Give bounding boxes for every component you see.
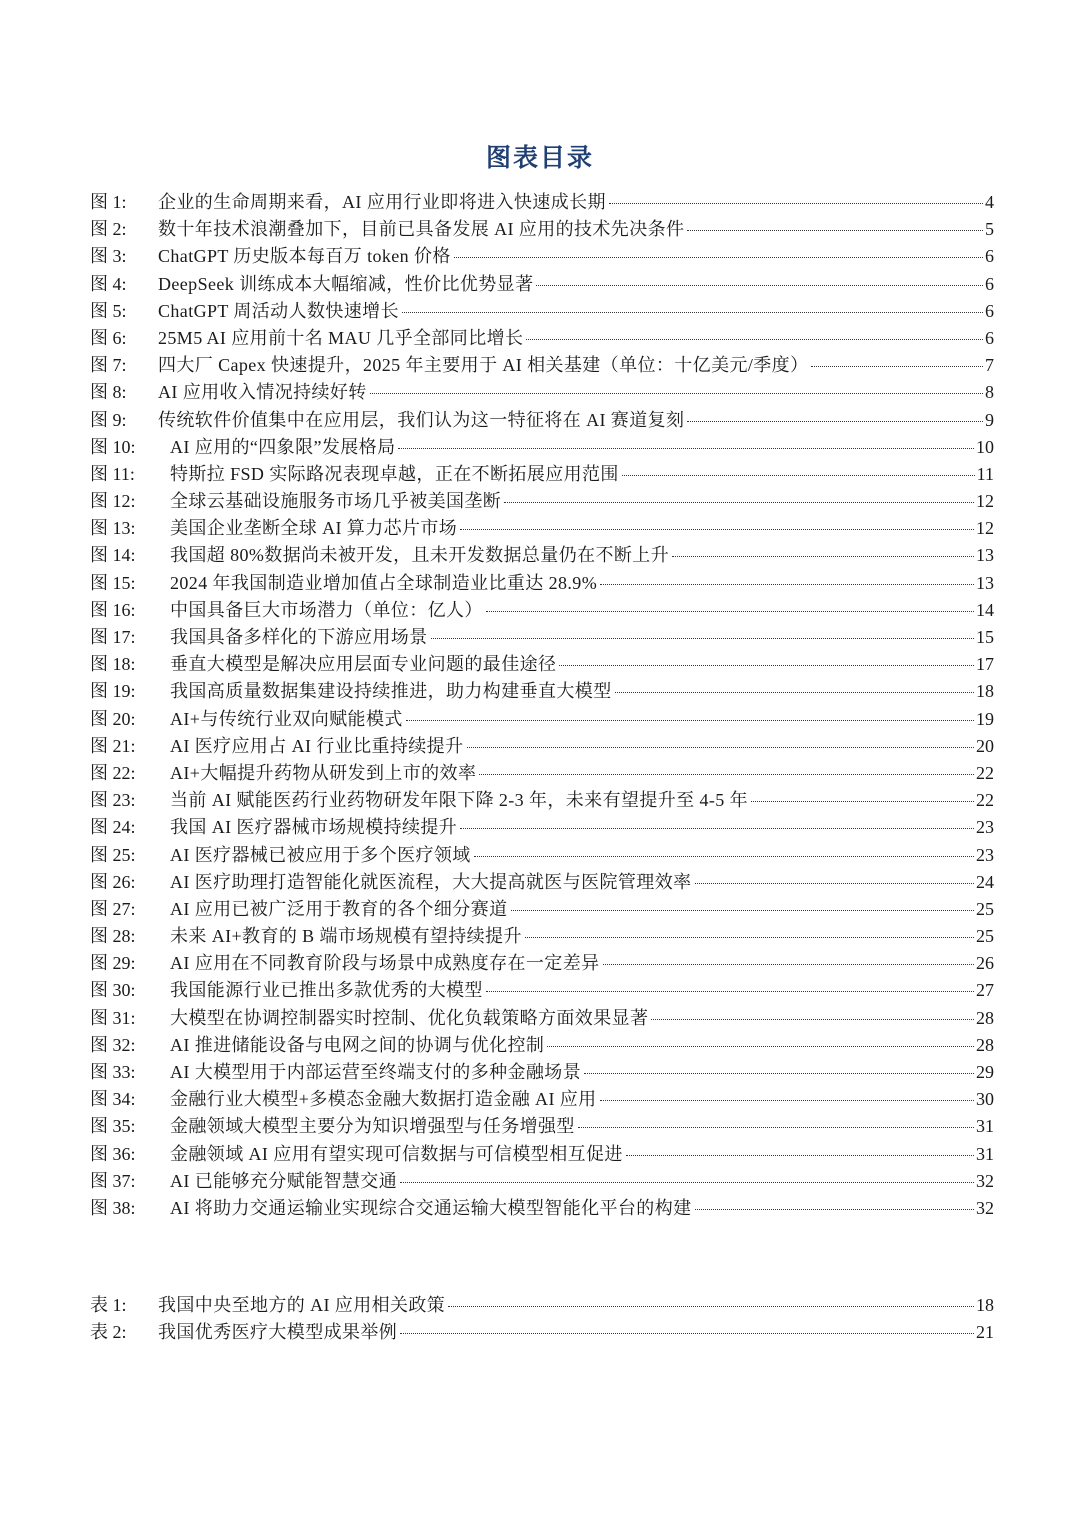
toc-entry-title[interactable]: 我国超 80%数据尚未被开发，且未开发数据总量仍在不断上升 <box>170 545 670 566</box>
toc-entry-label: 图 24: <box>90 817 136 838</box>
toc-entry-page-number[interactable]: 10 <box>976 436 994 457</box>
toc-entry-label: 图 23: <box>90 790 136 811</box>
toc-entry-label: 图 6: <box>90 327 127 348</box>
toc-entry-title[interactable]: AI 大模型用于内部运营至终端支付的多种金融场景 <box>170 1062 582 1082</box>
toc-entry[interactable] <box>90 733 994 760</box>
toc-entry-title[interactable]: AI 医疗助理打造智能化就医流程，大大提高就医与医院管理效率 <box>170 871 692 892</box>
figure-list <box>90 189 994 1222</box>
toc-entry-label: 图 8: <box>90 382 127 403</box>
dot-leader <box>431 638 974 639</box>
dot-leader <box>600 584 974 585</box>
toc-entry-label: 图 36: <box>90 1143 136 1164</box>
dot-leader <box>584 1073 974 1074</box>
toc-entry-page-number[interactable]: 25 <box>976 898 994 919</box>
toc-entry[interactable] <box>90 1113 994 1140</box>
toc-entry-title[interactable]: AI+大幅提升药物从研发到上市的效率 <box>170 762 477 783</box>
toc-entry-page-number[interactable]: 24 <box>976 871 994 892</box>
dot-leader <box>406 720 974 721</box>
dot-leader <box>687 421 983 422</box>
toc-entry-title[interactable]: AI 应用的“四象限”发展格局 <box>170 436 396 457</box>
toc-entry-page-number[interactable]: 20 <box>976 735 994 756</box>
toc-entry-title[interactable]: AI 应用已被广泛用于教育的各个细分赛道 <box>170 898 508 919</box>
toc-entry[interactable] <box>90 1059 994 1086</box>
toc-entry[interactable] <box>90 434 994 461</box>
toc-entry-title[interactable]: 数十年技术浪潮叠加下，目前已具备发展 AI 应用的技术先决条件 <box>158 219 685 240</box>
toc-entry-title[interactable]: 全球云基础设施服务市场几乎被美国垄断 <box>170 491 502 512</box>
toc-entry[interactable] <box>90 842 994 869</box>
toc-entry-title[interactable]: 大模型在协调控制器实时控制、优化负载策略方面效果显著 <box>170 1007 649 1028</box>
toc-entry-title[interactable]: AI 医疗器械已被应用于多个医疗领域 <box>170 844 471 865</box>
toc-entry[interactable] <box>90 1005 994 1032</box>
toc-entry-page-number[interactable]: 28 <box>976 1034 994 1055</box>
toc-entry-page-number[interactable]: 28 <box>976 1007 994 1028</box>
toc-entry-label: 图 34: <box>90 1089 136 1110</box>
toc-entry-page-number[interactable]: 32 <box>976 1197 994 1218</box>
toc-entry[interactable] <box>90 1086 994 1113</box>
toc-entry[interactable] <box>90 950 994 977</box>
toc-entry-label: 图 20: <box>90 708 136 729</box>
toc-entry-title[interactable]: DeepSeek 训练成本大幅缩减，性价比优势显著 <box>158 273 534 294</box>
toc-entry-title[interactable]: AI 应用在不同教育阶段与场景中成熟度存在一定差异 <box>170 953 600 974</box>
dot-leader <box>454 257 983 258</box>
toc-entry-title[interactable]: 我国高质量数据集建设持续推进，助力构建垂直大模型 <box>170 681 612 702</box>
dot-leader <box>811 366 983 367</box>
toc-entry[interactable] <box>90 1319 994 1346</box>
dot-leader <box>504 502 974 503</box>
toc-entry[interactable] <box>90 216 994 243</box>
toc-entry-page-number[interactable]: 19 <box>976 708 994 729</box>
toc-entry[interactable] <box>90 787 994 814</box>
dot-leader <box>370 393 983 394</box>
dot-leader <box>400 1182 974 1183</box>
toc-entry-label: 图 37: <box>90 1170 136 1191</box>
toc-entry[interactable] <box>90 542 994 569</box>
page-title: 图表目录 <box>485 145 594 172</box>
toc-entry-label: 表 1: <box>90 1295 127 1315</box>
dot-leader <box>695 1209 975 1210</box>
toc-entry[interactable] <box>90 624 994 651</box>
toc-entry-page-number[interactable]: 30 <box>976 1089 994 1110</box>
toc-entry[interactable] <box>90 271 994 298</box>
toc-entry-page-number[interactable]: 6 <box>985 246 994 267</box>
toc-entry-label: 图 4: <box>90 273 127 294</box>
toc-entry-title[interactable]: 未来 AI+教育的 B 端市场规模有望持续提升 <box>170 926 522 947</box>
toc-entry[interactable] <box>90 1032 994 1059</box>
toc-entry-label: 图 9: <box>90 409 127 430</box>
toc-entry-label: 图 21: <box>90 735 136 756</box>
dot-leader <box>526 339 983 340</box>
toc-entry-title[interactable]: 垂直大模型是解决应用层面专业问题的最佳途径 <box>170 654 557 675</box>
dot-leader <box>402 312 983 313</box>
dot-leader <box>486 611 974 612</box>
toc-entry-label: 图 30: <box>90 980 136 1001</box>
dot-leader <box>751 801 974 802</box>
dot-leader <box>609 203 983 204</box>
toc-entry-title[interactable]: 当前 AI 赋能医药行业药物研发年限下降 2-3 年，未来有望提升至 4-5 年 <box>170 790 748 811</box>
toc-entry-label: 图 31: <box>90 1007 136 1028</box>
dot-leader <box>687 230 983 231</box>
dot-leader <box>536 285 983 286</box>
dot-leader <box>626 1155 974 1156</box>
toc-entry[interactable] <box>90 923 994 950</box>
toc-entry-label: 图 10: <box>90 436 136 457</box>
toc-entry[interactable] <box>90 651 994 678</box>
dot-leader <box>547 1046 974 1047</box>
toc-entry[interactable] <box>90 352 994 379</box>
toc-entry-page-number[interactable]: 18 <box>976 681 994 702</box>
toc-entry-title[interactable]: ChatGPT 周活动人数快速增长 <box>158 300 399 321</box>
toc-entry-title[interactable]: 金融领域大模型主要分为知识增强型与任务增强型 <box>170 1116 575 1137</box>
toc-entry-page-number[interactable]: 25 <box>976 926 994 947</box>
toc-entry[interactable] <box>90 189 994 216</box>
toc-entry-page-number[interactable]: 31 <box>976 1143 994 1164</box>
toc-entry-title[interactable]: AI 将助力交通运输业实现综合交通运输大模型智能化平台的构建 <box>170 1197 692 1218</box>
toc-entry-title[interactable]: AI 应用收入情况持续好转 <box>158 382 367 403</box>
toc-entry-title[interactable]: AI 已能够充分赋能智慧交通 <box>170 1170 398 1191</box>
toc-entry-title[interactable]: 我国能源行业已推出多款优秀的大模型 <box>170 980 483 1001</box>
toc-entry-title[interactable]: 特斯拉 FSD 实际路况表现卓越，正在不断拓展应用范围 <box>170 463 619 484</box>
toc-entry-title[interactable]: ChatGPT 历史版本每百万 token 价格 <box>158 246 451 267</box>
toc-entry-label: 图 2: <box>90 219 127 240</box>
toc-entry-title[interactable]: AI 推进储能设备与电网之间的协调与优化控制 <box>170 1034 545 1055</box>
dot-leader <box>559 665 974 666</box>
toc-entry[interactable] <box>90 706 994 733</box>
toc-entry[interactable] <box>90 407 994 434</box>
toc-entry-page-number[interactable]: 12 <box>976 518 994 539</box>
toc-entry-page-number[interactable]: 32 <box>976 1170 994 1191</box>
toc-entry-label: 图 5: <box>90 300 127 321</box>
toc-entry-title[interactable]: 我国优秀医疗大模型成果举例 <box>158 1322 398 1343</box>
toc-entry-title[interactable]: 我国具备多样化的下游应用场景 <box>170 627 428 647</box>
dot-leader <box>525 937 974 938</box>
toc-entry-page-number[interactable]: 29 <box>976 1062 994 1082</box>
toc-entry[interactable] <box>90 379 994 406</box>
toc-entry-title[interactable]: 我国 AI 医疗器械市场规模持续提升 <box>170 817 458 838</box>
toc-entry[interactable] <box>90 298 994 325</box>
toc-entry-page-number[interactable]: 9 <box>985 409 994 430</box>
toc-entry-title[interactable]: 金融领域 AI 应用有望实现可信数据与可信模型相互促进 <box>170 1143 623 1164</box>
toc-entry-label: 图 28: <box>90 926 136 947</box>
toc-entry[interactable] <box>90 325 994 352</box>
dot-leader <box>460 529 974 530</box>
toc-entry[interactable] <box>90 488 994 515</box>
toc-entry-label: 图 7: <box>90 355 127 376</box>
dot-leader <box>400 1333 974 1334</box>
toc-entry-label: 图 35: <box>90 1116 136 1137</box>
toc-entry-title[interactable]: 四大厂 Capex 快速提升，2025 年主要用于 AI 相关基建（单位：十亿美元/季度） <box>158 355 809 376</box>
toc-entry-title[interactable]: 传统软件价值集中在应用层，我们认为这一特征将在 AI 赛道复刻 <box>158 409 685 430</box>
toc-entry-page-number[interactable]: 8 <box>985 382 994 403</box>
toc-entry-page-number[interactable]: 15 <box>976 627 994 647</box>
toc-entry-label: 图 11: <box>90 463 135 484</box>
toc-entry-page-number[interactable]: 6 <box>985 300 994 321</box>
toc-entry-title[interactable]: AI+与传统行业双向赋能模式 <box>170 708 403 729</box>
toc-entry-page-number[interactable]: 12 <box>976 491 994 512</box>
toc-entry-label: 图 3: <box>90 246 127 267</box>
dot-leader <box>672 556 974 557</box>
toc-entry-page-number[interactable]: 6 <box>985 327 994 348</box>
toc-entry[interactable] <box>90 896 994 923</box>
toc-entry-label: 图 32: <box>90 1034 136 1055</box>
toc-entry-label: 图 22: <box>90 762 136 783</box>
toc-entry[interactable] <box>90 760 994 787</box>
toc-entry-title[interactable]: 2024 年我国制造业增加值占全球制造业比重达 28.9% <box>170 572 598 593</box>
toc-entry-label: 图 33: <box>90 1062 136 1082</box>
toc-entry-page-number[interactable]: 23 <box>976 844 994 865</box>
toc-entry-page-number[interactable]: 17 <box>976 654 994 675</box>
toc-entry-page-number[interactable]: 22 <box>976 790 994 811</box>
toc-entry-page-number[interactable]: 27 <box>976 980 994 1001</box>
toc-entry-label: 图 1: <box>90 192 127 212</box>
toc-entry-page-number[interactable]: 5 <box>985 219 994 240</box>
toc-entry[interactable] <box>90 814 994 841</box>
toc-entry-label: 图 25: <box>90 844 136 865</box>
dot-leader <box>479 774 974 775</box>
dot-leader <box>578 1127 974 1128</box>
dot-leader <box>622 475 975 476</box>
toc-entry-page-number[interactable]: 13 <box>976 572 994 593</box>
toc-entry[interactable] <box>90 1141 994 1168</box>
dot-leader <box>615 692 974 693</box>
toc-entry-title[interactable]: 25M5 AI 应用前十名 MAU 几乎全部同比增长 <box>158 327 524 348</box>
toc-entry-label: 图 26: <box>90 871 136 892</box>
dot-leader <box>474 856 974 857</box>
toc-entry-title[interactable]: 中国具备巨大市场潜力（单位：亿人） <box>170 599 483 620</box>
dot-leader <box>460 828 974 829</box>
toc-entry[interactable] <box>90 515 994 542</box>
toc-entry-title[interactable]: 金融行业大模型+多模态金融大数据打造金融 AI 应用 <box>170 1089 597 1110</box>
table-list <box>90 1292 994 1346</box>
toc-entry-label: 图 18: <box>90 654 136 675</box>
dot-leader <box>651 1019 974 1020</box>
toc-entry-label: 图 29: <box>90 953 136 974</box>
toc-entry[interactable] <box>90 597 994 624</box>
toc-entry-title[interactable]: AI 医疗应用占 AI 行业比重持续提升 <box>170 735 464 756</box>
dot-leader <box>467 747 975 748</box>
toc-entry-title[interactable]: 企业的生命周期来看，AI 应用行业即将进入快速成长期 <box>158 192 606 212</box>
toc-entry[interactable] <box>90 461 994 488</box>
toc-entry-label: 图 13: <box>90 518 136 539</box>
toc-entry[interactable] <box>90 1195 994 1222</box>
toc-entry[interactable] <box>90 570 994 597</box>
dot-leader <box>398 448 974 449</box>
toc-entry-page-number[interactable]: 13 <box>976 545 994 566</box>
toc-entry-label: 表 2: <box>90 1322 127 1343</box>
toc-entry-label: 图 14: <box>90 545 136 566</box>
toc-entry-label: 图 27: <box>90 898 136 919</box>
dot-leader <box>486 991 974 992</box>
toc-entry-title[interactable]: 我国中央至地方的 AI 应用相关政策 <box>158 1295 446 1315</box>
toc-entry[interactable] <box>90 243 994 270</box>
toc-entry-page-number[interactable]: 22 <box>976 762 994 783</box>
dot-leader <box>511 910 975 911</box>
dot-leader <box>600 1100 974 1101</box>
toc-entry-page-number[interactable]: 14 <box>976 599 994 620</box>
toc-entry-page-number[interactable]: 4 <box>985 192 994 212</box>
toc-entry-page-number[interactable]: 26 <box>976 953 994 974</box>
dot-leader <box>695 883 975 884</box>
toc-entry[interactable] <box>90 1168 994 1195</box>
toc-entry-page-number[interactable]: 11 <box>976 463 994 484</box>
toc-entry[interactable] <box>90 1292 994 1319</box>
toc-entry[interactable] <box>90 977 994 1004</box>
toc-entry-page-number[interactable]: 21 <box>976 1322 994 1343</box>
dot-leader <box>448 1306 974 1307</box>
dot-leader <box>603 964 975 965</box>
toc-entry-label: 图 15: <box>90 572 136 593</box>
toc-entry-page-number[interactable]: 7 <box>985 355 994 376</box>
toc-entry-label: 图 17: <box>90 627 136 647</box>
toc-entry-page-number[interactable]: 6 <box>985 273 994 294</box>
toc-entry-label: 图 16: <box>90 599 136 620</box>
toc-entry-page-number[interactable]: 31 <box>976 1116 994 1137</box>
toc-entry[interactable] <box>90 678 994 705</box>
toc-entry[interactable] <box>90 869 994 896</box>
toc-entry-label: 图 38: <box>90 1197 136 1218</box>
toc-entry-label: 图 12: <box>90 491 136 512</box>
toc-entry-label: 图 19: <box>90 681 136 702</box>
toc-entry-page-number[interactable]: 23 <box>976 817 994 838</box>
toc-entry-title[interactable]: 美国企业垄断全球 AI 算力芯片市场 <box>170 518 458 539</box>
toc-entry-page-number[interactable]: 18 <box>976 1295 994 1315</box>
